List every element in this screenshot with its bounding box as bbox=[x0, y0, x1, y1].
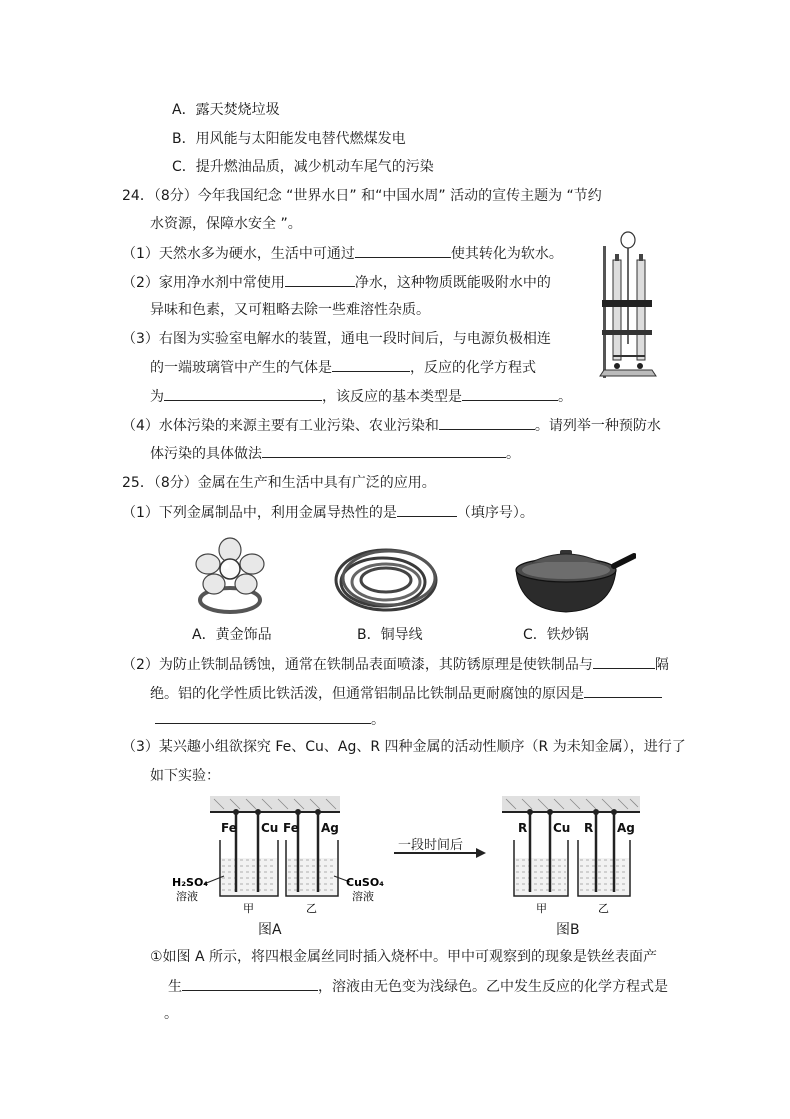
metal-label: Ag bbox=[617, 821, 635, 835]
answer-blank[interactable] bbox=[397, 502, 457, 517]
answer-blank[interactable] bbox=[355, 243, 451, 258]
answer-blank[interactable] bbox=[584, 683, 662, 698]
caption-a: A．黄金饰品 bbox=[192, 627, 272, 643]
q25-p4-line3: 。 bbox=[164, 1006, 178, 1022]
q24-p3-line3 bbox=[150, 386, 572, 406]
option-a: A．露天焚烧垃圾 bbox=[172, 102, 280, 118]
option-c: C．提升燃油品质，减少机动车尾气的污染 bbox=[172, 159, 434, 175]
support-bar bbox=[210, 796, 340, 812]
metal-label: Ag bbox=[321, 821, 339, 835]
q24-p4-text-a: （4）水体污染的来源主要有工业污染、农业污染和 bbox=[122, 418, 439, 434]
caption-c: C．铁炒锅 bbox=[523, 627, 589, 643]
answer-blank[interactable] bbox=[332, 357, 410, 372]
glass-tube-right bbox=[637, 260, 645, 360]
answer-blank[interactable] bbox=[262, 443, 506, 458]
q24-header-line1: 24．（8分）今年我国纪念 “世界水日” 和“中国水周” 活动的宣传主题为 “节约 bbox=[122, 188, 602, 204]
q25-p2-line2 bbox=[150, 683, 662, 703]
answer-blank[interactable] bbox=[155, 709, 371, 724]
metal-label: Fe bbox=[283, 821, 299, 835]
q24-part1 bbox=[122, 243, 563, 263]
q25-p2-text-a: （2）为防止铁制品锈蚀，通常在铁制品表面喷漆，其防锈原理是使铁制品与 bbox=[122, 657, 593, 673]
arrow-label: 一段时间后 bbox=[398, 838, 464, 853]
q24-p1-text-b: 使其转化为软水。 bbox=[450, 246, 563, 262]
answer-blank[interactable] bbox=[593, 654, 655, 669]
q24-p3-text-d: ，该反应的基本类型是 bbox=[322, 389, 462, 405]
q24-p3-text-c: 为 bbox=[150, 389, 164, 405]
q24-p2-line2: 异味和色素，又可粗略去除一些难溶性杂质。 bbox=[150, 302, 430, 318]
q25-header: 25．（8分）金属在生产和生活中具有广泛的应用。 bbox=[122, 475, 436, 491]
reservoir-bulb bbox=[621, 232, 635, 248]
beaker-label: 乙 bbox=[306, 902, 317, 915]
metal-label: R bbox=[584, 821, 594, 835]
right-arrow-icon bbox=[392, 846, 488, 860]
answer-blank[interactable] bbox=[285, 272, 355, 287]
stand-base bbox=[600, 370, 656, 376]
beaker-label: 甲 bbox=[536, 902, 547, 915]
glass-tube-left bbox=[613, 260, 621, 360]
q25-p2-text-c: 绝。铝的化学性质比铁活泼，但通常铝制品比铁制品更耐腐蚀的原因是 bbox=[150, 686, 584, 702]
q25-p4-line2 bbox=[168, 976, 668, 996]
beaker-label: 甲 bbox=[243, 902, 254, 915]
q24-p3-line1: （3）右图为实验室电解水的装置，通电一段时间后，与电源负极相连 bbox=[122, 331, 551, 347]
answer-blank[interactable] bbox=[182, 976, 318, 991]
answer-blank[interactable] bbox=[462, 386, 558, 401]
q25-p2-line1 bbox=[122, 654, 669, 674]
q24-p3-text-e: 。 bbox=[558, 389, 572, 405]
q24-part4 bbox=[122, 415, 661, 435]
answer-blank[interactable] bbox=[439, 415, 535, 430]
q24-p4-text-d: 。 bbox=[506, 446, 520, 462]
figure-b-caption: 图B bbox=[556, 922, 580, 938]
q24-p2-text-a: （2）家用净水剂中常使用 bbox=[122, 275, 285, 291]
figure-a bbox=[170, 794, 390, 916]
q24-part2 bbox=[122, 272, 551, 292]
stand-pole bbox=[603, 246, 606, 378]
metal-label: Cu bbox=[553, 821, 571, 835]
q24-p3-text-a: 的一端玻璃管中产生的气体是 bbox=[150, 360, 332, 376]
q25-p2-line3 bbox=[155, 709, 385, 729]
beaker-label: 乙 bbox=[598, 902, 609, 915]
solution-label: H₂SO₄ bbox=[172, 876, 209, 889]
solution-label: CuSO₄ bbox=[346, 876, 384, 889]
gold-jewelry-image bbox=[184, 536, 274, 620]
q25-p2-text-d: 。 bbox=[371, 712, 385, 728]
q24-p1-text-a: （1）天然水多为硬水，生活中可通过 bbox=[122, 246, 355, 262]
q25-p4-line1: ①如图 A 所示，将四根金属丝同时插入烧杯中。甲中可观察到的现象是铁丝表面产 bbox=[150, 949, 658, 965]
solution-label: 溶液 bbox=[352, 890, 374, 903]
q25-part1 bbox=[122, 502, 534, 522]
option-b: B．用风能与太阳能发电替代燃煤发电 bbox=[172, 131, 406, 147]
q25-p2-text-b: 隔 bbox=[654, 657, 669, 673]
q24-p4-line2 bbox=[150, 443, 520, 463]
q25-p1-text-b: （填序号）。 bbox=[456, 505, 534, 521]
electrolysis-apparatus-figure bbox=[596, 226, 660, 388]
q24-p2-text-b: 净水，这种物质既能吸附水中的 bbox=[354, 275, 551, 291]
metal-label: R bbox=[518, 821, 528, 835]
support-bar bbox=[502, 796, 640, 812]
q25-p4-text-a: 生 bbox=[168, 979, 182, 995]
copper-wire-image bbox=[331, 540, 441, 620]
q24-header-line2: 水资源，保障水安全 ”。 bbox=[150, 216, 302, 232]
solution-label: 溶液 bbox=[176, 890, 198, 903]
caption-b: B．铜导线 bbox=[357, 627, 423, 643]
q25-p3-line2: 如下实验： bbox=[150, 768, 220, 784]
q24-p3-line2 bbox=[150, 357, 536, 377]
metal-label: Fe bbox=[221, 821, 237, 835]
q25-p1-text-a: （1）下列金属制品中，利用金属导热性的是 bbox=[122, 505, 397, 521]
q24-p4-text-b: 。请列举一种预防水 bbox=[534, 418, 661, 434]
q24-p3-text-b: ，反应的化学方程式 bbox=[410, 360, 536, 376]
q25-p3-line1: （3）某兴趣小组欲探究 Fe、Cu、Ag、R 四种金属的活动性顺序（R 为未知金属），进行了 bbox=[122, 739, 686, 755]
figure-a-caption: 图A bbox=[258, 922, 282, 938]
metal-label: Cu bbox=[261, 821, 279, 835]
q25-p4-text-b: ，溶液由无色变为浅绿色。乙中发生反应的化学方程式是 bbox=[318, 979, 668, 995]
figure-b bbox=[496, 794, 646, 916]
answer-blank[interactable] bbox=[164, 386, 322, 401]
q24-p4-text-c: 体污染的具体做法 bbox=[150, 446, 262, 462]
iron-wok-image bbox=[510, 542, 636, 616]
